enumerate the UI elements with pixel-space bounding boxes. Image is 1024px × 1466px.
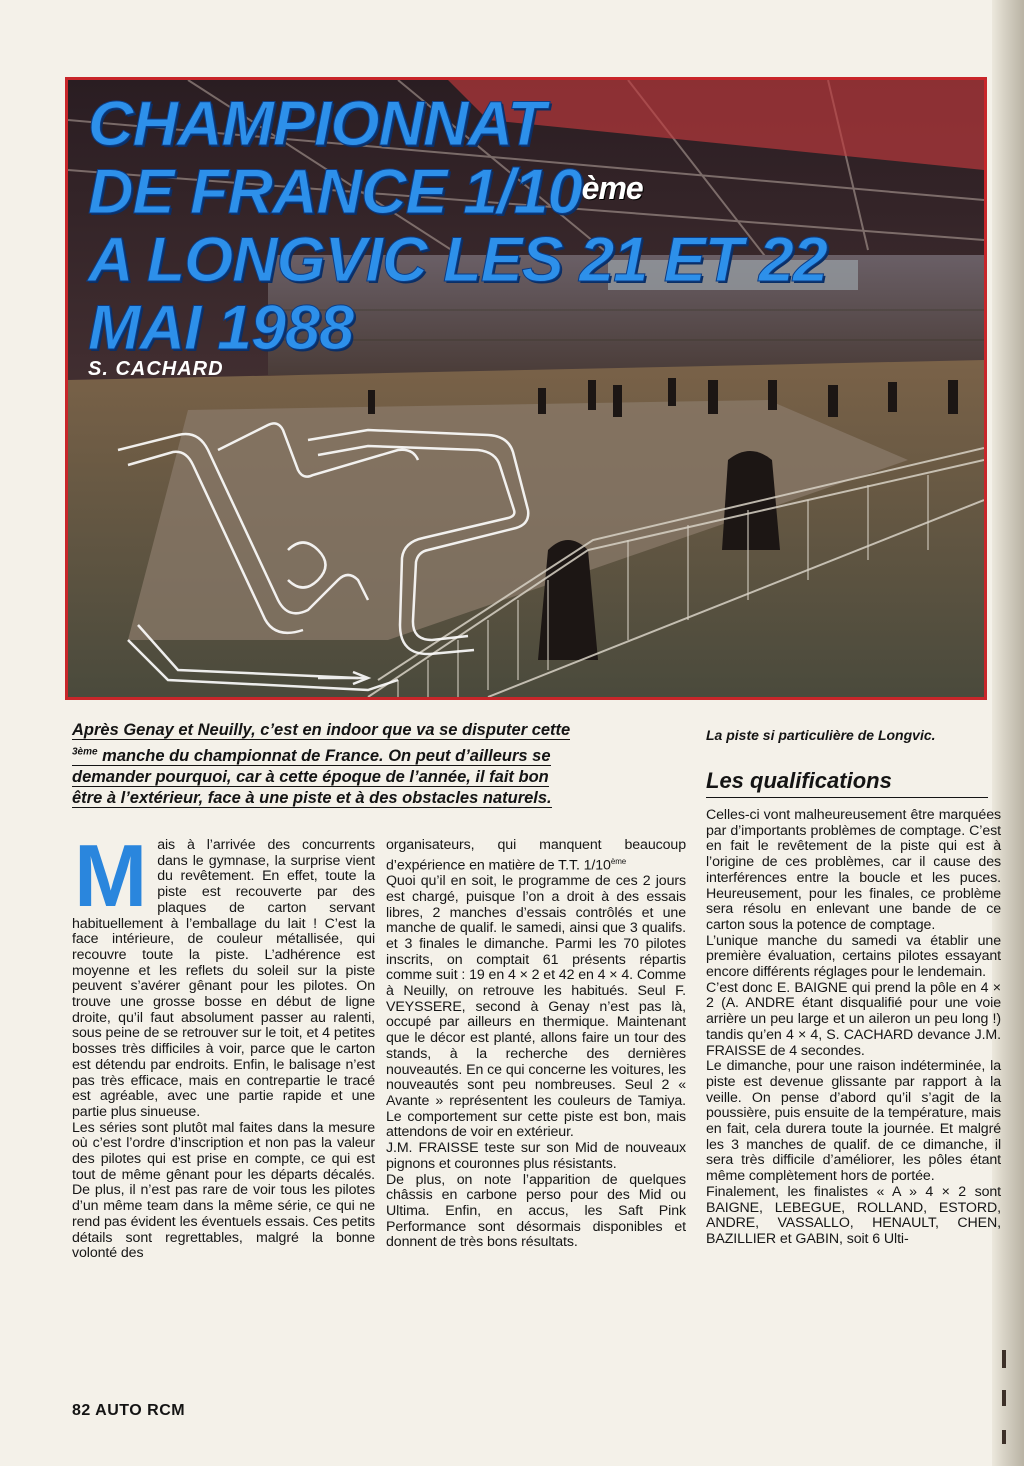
title-line-1: CHAMPIONNAT: [88, 89, 545, 159]
edge-mark: [1002, 1390, 1006, 1406]
col2-superscript: ème: [610, 856, 627, 866]
col3-paragraph-3: C’est donc E. BAIGNE qui prend la pôle en 4 × 2 (A. ANDRE étant disqualifié pour une voie arrière un peu large et un aileron un peu long !) tandis qu’en 4 × 4, S. CACHARD devance J.M. FRAISSE de 4 secondes.: [706, 979, 1001, 1059]
title-superscript: ème: [581, 170, 643, 206]
col2-paragraph-3: J.M. FRAISSE teste sur son Mid de nouveaux pignons et couronnes plus résistants.: [386, 1140, 686, 1172]
title-line-2: [88, 158, 827, 226]
gym-track-photo: [68, 80, 984, 697]
photo-caption: La piste si particulière de Longvic.: [706, 727, 936, 743]
column-1: [72, 826, 375, 1398]
col1-paragraph-1: ais à l’arrivée des concurrents dans le gymnase, la surprise vient du revêtement. En effet, toute la piste est recouverte par des plaques de carton servant habituellement à l’emballage du lait ! C’est la face intérieure, de couleur métallisée, qui recouvre toute la piste. L’adhérence est moyenne et les reflets du soleil sur la piste peuvent s’avérer gênant pour les pilotes. On trouve une grosse bosse en début de ligne droite, qu’il faut absolument passer au ralenti, sous peine de se retrouver sur le toit, et 4 petites bosses très difficiles à voir, parce que le carton est détendu par endroits. Enfin, le balisage n’est pas très efficace, mais en contrepartie le tracé est agréable, avec une partie rapide et une partie plus sinueuse.: [72, 837, 375, 1120]
dropcap-letter: M: [74, 826, 148, 925]
col1-paragraph-2: Les séries sont plutôt mal faites dans la mesure où c’est l’ordre d’inscription et non pas la valeur des pilotes qui est prise en compte, ce qui est tout de même gênant pour les départs décalés. De plus, il n’est pas rare de voir tous les pilotes d’un même team dans la même série, ce qui ne rend pas évident les éventuels essais. Ces petits détails sont regrettables, malgré la bonne volonté des: [72, 1119, 375, 1262]
lead-line-3: demander pourquoi, car à cette époque de l’année, il fait bon: [72, 767, 549, 786]
col2-paragraph-4: De plus, on note l’apparition de quelques châssis en carbone perso pour des Mid ou Ultima. Enfin, en accus, les Saft Pink Performance sont désormais disponibles et donnent de très bons résultats.: [386, 1171, 686, 1251]
col3-paragraph-1: Celles-ci vont malheureusement être marquées par d’importants problèmes de comptage. C’est en fait le revêtement de la piste qui est à l’origine de ces problèmes, car il cause des interférences entre la boucle et les puces. Heureusement, pour les finales, ce problème sera résolu en enlevant une bande de ce carton sous la potence de comptage.: [706, 807, 1001, 933]
author-name: S. CACHARD: [88, 358, 224, 380]
lead-line-4: être à l’extérieur, face à une piste et à des obstacles naturels.: [72, 788, 552, 807]
lead-superscript: 3ème: [72, 746, 98, 757]
article-title: [88, 90, 827, 362]
edge-mark: [1002, 1430, 1006, 1444]
column-2: [386, 838, 686, 1398]
col3-paragraph-2: L’unique manche du samedi va établir une première évaluation, certains pilotes essayant encore différents réglages pour le lendemain.: [706, 932, 1001, 981]
section-heading: Les qualifications: [706, 768, 988, 798]
title-line-4: MAI 1988: [88, 293, 354, 363]
page-footer: 82 AUTO RCM: [72, 1402, 186, 1419]
column-3: [706, 808, 1001, 1400]
lead-line-2: manche du championnat de France. On peut d’ailleurs se: [97, 746, 551, 765]
lead-paragraph: [72, 720, 690, 809]
col2-paragraph-1: organisateurs, qui manquent beaucoup d’expérience en matière de T.T. 1/10: [386, 837, 686, 874]
col2-paragraph-2: Quoi qu’il en soit, le programme de ces 2 jours est chargé, puisque l’on a droit à des essais libres, 2 manches d’essais contrôlés et une manche de qualif. le samedi, ainsi que 3 qualifs. et 3 finales le dimanche. Parmi les 70 pilotes inscrits, on comptait 61 présents répartis comme suit : 19 en 4 × 2 et 42 en 4 × 4. Comme à Neuilly, on retrouve les habitués. Seul F. VEYSSERE, second à Genay n’est pas là, occupé par ailleurs en thermique. Maintenant que le décor est planté, allons faire un tour des stands, à la recherche des dernières nouveautés. En ce qui concerne les voitures, les nouveautés sont peu nombreuses. Seul 2 « Avante » représentent les couleurs de Tamiya. Le comportement sur cette piste est bon, mais attendons de voir en extérieur.: [386, 873, 686, 1141]
lead-line-1: Après Genay et Neuilly, c’est en indoor que va se disputer cette: [72, 721, 571, 739]
col3-paragraph-5: Finalement, les finalistes « A » 4 × 2 sont BAIGNE, LEBEGUE, ROLLAND, ESTORD, ANDRE, VASSALLO, HENAULT, CHEN, BAZILLIER et GABIN, soit 6 Ulti-: [706, 1183, 1001, 1247]
title-line-2-text: DE FRANCE 1/10: [88, 157, 582, 227]
edge-mark: [1002, 1350, 1006, 1368]
title-line-3: A LONGVIC LES 21 ET 22: [88, 225, 827, 295]
col3-paragraph-4: Le dimanche, pour une raison indéterminée, la piste est devenue glissante par rapport à la veille. On pense d’abord qu’il s’agit de la poussière, puis ensuite de la température, mais en fait, cela durera toute la journée. Et malgré les 3 manches de qualif. de ce dimanche, il sera très difficile d’améliorer, les pôles étant même complètement hors de portée.: [706, 1058, 1001, 1185]
